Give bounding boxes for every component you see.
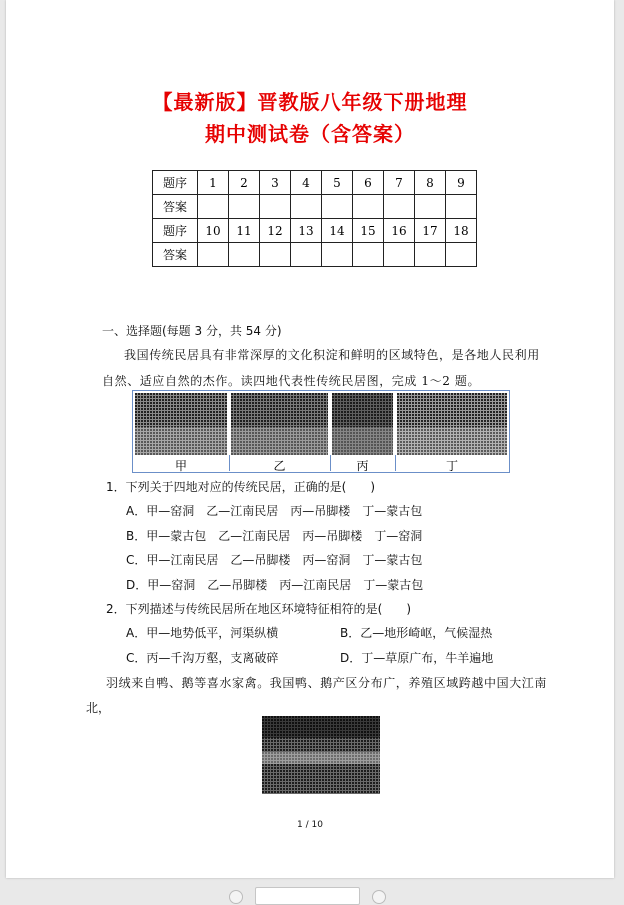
answer-cell	[291, 195, 322, 219]
table-cell: 17	[415, 219, 446, 243]
question-1-option-d: D．甲—窑洞 乙—吊脚楼 丙—江南民居 丁—蒙古包	[126, 578, 424, 592]
table-header-cell: 答案	[153, 243, 198, 267]
document-subtitle: 期中测试卷（含答案）	[205, 122, 415, 146]
photo-divider	[330, 455, 331, 471]
passage-2-line-1: 羽绒来自鸭、鹅等喜水家禽。我国鸭、鹅产区分布广，养殖区域跨越中国大江南	[106, 676, 548, 690]
answer-cell	[229, 243, 260, 267]
intro-paragraph-line-1: 我国传统民居具有非常深厚的文化积淀和鲜明的区域特色，是各地人民利用	[124, 348, 540, 362]
question-1-option-c: C．甲—江南民居 乙—吊脚楼 丙—窑洞 丁—蒙古包	[126, 553, 423, 567]
dwelling-photo-ding	[397, 393, 507, 455]
answer-cell	[353, 243, 384, 267]
table-header-cell: 答案	[153, 195, 198, 219]
table-cell: 6	[353, 171, 384, 195]
table-header-cell: 题序	[153, 171, 198, 195]
document-page	[6, 0, 614, 878]
table-cell: 12	[260, 219, 291, 243]
photo-label: 甲	[174, 459, 187, 473]
photo-label: 丁	[445, 459, 458, 473]
table-cell: 5	[322, 171, 353, 195]
table-cell: 1	[198, 171, 229, 195]
section-heading: 一、选择题(每题 3 分，共 54 分)	[102, 324, 282, 338]
document-title: 【最新版】晋教版八年级下册地理	[152, 90, 468, 114]
question-1-option-b: B．甲—蒙古包 乙—江南民居 丙—吊脚楼 丁—窑洞	[126, 529, 423, 543]
duck-farm-photo	[262, 716, 380, 794]
answer-cell	[353, 195, 384, 219]
table-cell: 2	[229, 171, 260, 195]
answer-cell	[198, 195, 229, 219]
answer-cell	[384, 243, 415, 267]
question-2-option-c: C．丙—千沟万壑，支离破碎	[126, 651, 279, 665]
answer-grid-table	[152, 170, 477, 267]
table-row	[153, 243, 477, 267]
photo-divider	[229, 455, 230, 471]
table-cell: 11	[229, 219, 260, 243]
dwellings-photo-strip	[132, 390, 510, 473]
table-row	[153, 195, 477, 219]
table-cell: 3	[260, 171, 291, 195]
question-1-option-a: A．甲—窑洞 乙—江南民居 丙—吊脚楼 丁—蒙古包	[126, 504, 423, 518]
photo-divider	[395, 455, 396, 471]
table-cell: 10	[198, 219, 229, 243]
answer-cell	[446, 243, 477, 267]
page-navigation-box[interactable]	[255, 887, 360, 905]
table-cell: 13	[291, 219, 322, 243]
table-cell: 15	[353, 219, 384, 243]
dwelling-photo-bing	[332, 393, 393, 455]
table-cell: 8	[415, 171, 446, 195]
question-2-option-a: A．甲—地势低平，河渠纵横	[126, 626, 279, 640]
table-cell: 4	[291, 171, 322, 195]
previous-page-button[interactable]	[229, 890, 243, 904]
dwelling-photo-yi	[231, 393, 328, 455]
question-2-option-d: D．丁—草原广布，牛羊遍地	[340, 651, 494, 665]
table-header-cell: 题序	[153, 219, 198, 243]
question-2-stem: 2．下列描述与传统民居所在地区环境特征相符的是( )	[106, 602, 412, 616]
answer-cell	[229, 195, 260, 219]
next-page-button[interactable]	[372, 890, 386, 904]
passage-2-line-2: 北，	[86, 701, 111, 715]
table-row	[153, 171, 477, 195]
photo-label: 丙	[356, 459, 369, 473]
photo-label: 乙	[273, 459, 286, 473]
table-cell: 14	[322, 219, 353, 243]
photo-flock-band	[262, 752, 380, 764]
answer-cell	[322, 195, 353, 219]
table-cell: 18	[446, 219, 477, 243]
answer-cell	[384, 195, 415, 219]
question-2-option-b: B．乙—地形崎岖，气候湿热	[340, 626, 493, 640]
answer-cell	[198, 243, 229, 267]
table-cell: 9	[446, 171, 477, 195]
intro-paragraph-line-2: 自然、适应自然的杰作。读四地代表性传统民居图，完成 1～2 题。	[102, 374, 481, 388]
answer-cell	[415, 195, 446, 219]
table-cell: 16	[384, 219, 415, 243]
dwelling-photo-jia	[135, 393, 227, 455]
answer-cell	[291, 243, 322, 267]
photo-sky-band	[262, 716, 380, 738]
question-1-stem: 1．下列关于四地对应的传统民居，正确的是( )	[106, 480, 375, 494]
table-cell: 7	[384, 171, 415, 195]
answer-cell	[415, 243, 446, 267]
page-number: 1 / 10	[297, 820, 323, 830]
answer-cell	[322, 243, 353, 267]
table-row	[153, 219, 477, 243]
answer-cell	[260, 195, 291, 219]
answer-cell	[446, 195, 477, 219]
answer-cell	[260, 243, 291, 267]
